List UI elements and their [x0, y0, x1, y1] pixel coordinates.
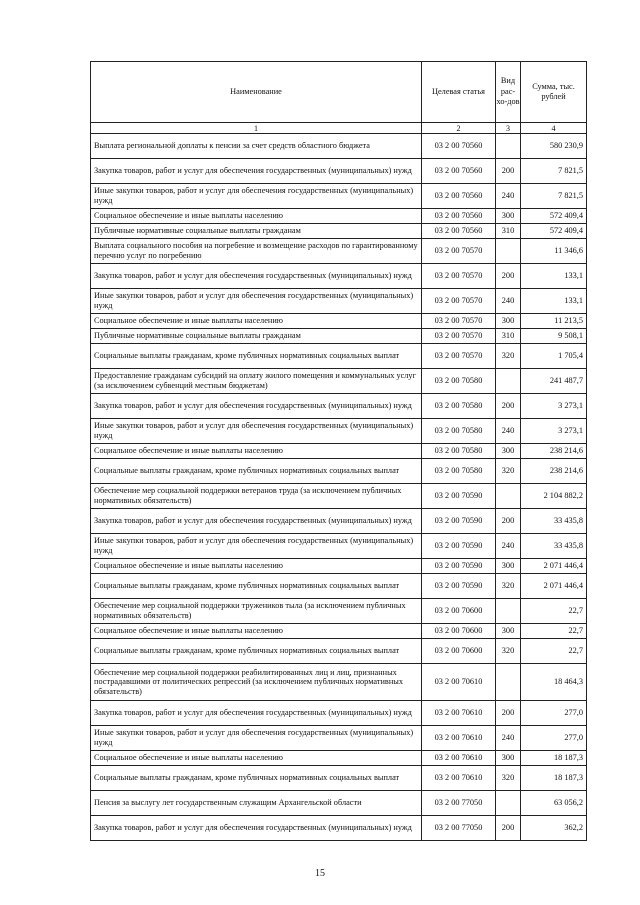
row-sum-cell: 3 273,1: [521, 394, 587, 419]
row-kind-cell: 300: [496, 209, 521, 224]
row-code-cell: 03 2 00 70580: [422, 394, 496, 419]
row-kind-cell: 320: [496, 766, 521, 791]
row-kind-cell: 300: [496, 624, 521, 639]
row-sum-cell: 7 821,5: [521, 159, 587, 184]
row-code-cell: 03 2 00 70580: [422, 459, 496, 484]
row-kind-cell: 320: [496, 344, 521, 369]
table-row: [91, 314, 587, 329]
row-sum-cell: 133,1: [521, 264, 587, 289]
header-code: Целевая статья: [422, 62, 496, 123]
row-name-cell: Социальные выплаты гражданам, кроме публичных нормативных социальных выплат: [91, 766, 422, 791]
row-kind-cell: [496, 239, 521, 264]
row-kind-cell: 300: [496, 444, 521, 459]
row-code-cell: 03 2 00 70590: [422, 484, 496, 509]
row-kind-cell: 300: [496, 559, 521, 574]
table-row: [91, 344, 587, 369]
row-name-cell: Иные закупки товаров, работ и услуг для обеспечения государственных (муниципальных) нужд: [91, 726, 422, 751]
row-kind-cell: [496, 134, 521, 159]
row-code-cell: 03 2 00 70590: [422, 559, 496, 574]
row-sum-cell: 238 214,6: [521, 459, 587, 484]
row-kind-cell: [496, 369, 521, 394]
budget-table: [90, 61, 587, 841]
row-kind-cell: 320: [496, 459, 521, 484]
table-row: [91, 791, 587, 816]
table-row: [91, 766, 587, 791]
row-name-cell: Выплата региональной доплаты к пенсии за счет средств областного бюджета: [91, 134, 422, 159]
table-row: [91, 509, 587, 534]
table-row: [91, 664, 587, 701]
row-sum-cell: 1 705,4: [521, 344, 587, 369]
row-name-cell: Социальное обеспечение и иные выплаты населению: [91, 751, 422, 766]
row-name-cell: Обеспечение мер социальной поддержки тружеников тыла (за исключением публичных нормативных обязательств): [91, 599, 422, 624]
row-sum-cell: 572 409,4: [521, 209, 587, 224]
column-number: 3: [496, 123, 521, 134]
row-name-cell: Закупка товаров, работ и услуг для обеспечения государственных (муниципальных) нужд: [91, 509, 422, 534]
table-row: [91, 816, 587, 841]
row-code-cell: 03 2 00 70590: [422, 534, 496, 559]
table-row: [91, 419, 587, 444]
row-code-cell: 03 2 00 77050: [422, 791, 496, 816]
column-number-row: [91, 123, 587, 134]
row-name-cell: Социальные выплаты гражданам, кроме публичных нормативных социальных выплат: [91, 344, 422, 369]
table-body: [91, 134, 587, 841]
row-sum-cell: 2 071 446,4: [521, 559, 587, 574]
row-sum-cell: 22,7: [521, 599, 587, 624]
table-row: [91, 394, 587, 419]
row-code-cell: 03 2 00 70560: [422, 224, 496, 239]
row-sum-cell: 277,0: [521, 701, 587, 726]
row-name-cell: Иные закупки товаров, работ и услуг для обеспечения государственных (муниципальных) нужд: [91, 419, 422, 444]
row-kind-cell: 240: [496, 419, 521, 444]
row-name-cell: Обеспечение мер социальной поддержки ветеранов труда (за исключением публичных нормативных обязательств): [91, 484, 422, 509]
row-code-cell: 03 2 00 70570: [422, 314, 496, 329]
row-code-cell: 03 2 00 70600: [422, 624, 496, 639]
row-name-cell: Социальные выплаты гражданам, кроме публичных нормативных социальных выплат: [91, 639, 422, 664]
table-row: [91, 239, 587, 264]
row-name-cell: Публичные нормативные социальные выплаты гражданам: [91, 224, 422, 239]
row-kind-cell: 200: [496, 159, 521, 184]
row-sum-cell: 2 104 882,2: [521, 484, 587, 509]
table-row: [91, 599, 587, 624]
row-sum-cell: 22,7: [521, 639, 587, 664]
row-code-cell: 03 2 00 70580: [422, 369, 496, 394]
row-name-cell: Публичные нормативные социальные выплаты гражданам: [91, 329, 422, 344]
column-number: 4: [521, 123, 587, 134]
table-row: [91, 534, 587, 559]
row-code-cell: 03 2 00 70560: [422, 184, 496, 209]
table-row: [91, 751, 587, 766]
header-kind: Вид рас-хо-дов: [496, 62, 521, 123]
row-code-cell: 03 2 00 70610: [422, 766, 496, 791]
row-sum-cell: 3 273,1: [521, 419, 587, 444]
header-row: [91, 62, 587, 123]
row-sum-cell: 277,0: [521, 726, 587, 751]
row-kind-cell: 320: [496, 639, 521, 664]
row-name-cell: Закупка товаров, работ и услуг для обеспечения государственных (муниципальных) нужд: [91, 394, 422, 419]
table-row: [91, 701, 587, 726]
row-sum-cell: 362,2: [521, 816, 587, 841]
row-name-cell: Закупка товаров, работ и услуг для обеспечения государственных (муниципальных) нужд: [91, 264, 422, 289]
row-kind-cell: 310: [496, 224, 521, 239]
table-row: [91, 329, 587, 344]
row-sum-cell: 572 409,4: [521, 224, 587, 239]
row-kind-cell: 300: [496, 751, 521, 766]
row-name-cell: Социальные выплаты гражданам, кроме публичных нормативных социальных выплат: [91, 459, 422, 484]
row-sum-cell: 63 056,2: [521, 791, 587, 816]
row-kind-cell: 320: [496, 574, 521, 599]
row-code-cell: 03 2 00 70610: [422, 726, 496, 751]
row-code-cell: 03 2 00 70560: [422, 209, 496, 224]
column-number: 1: [91, 123, 422, 134]
row-sum-cell: 2 071 446,4: [521, 574, 587, 599]
row-name-cell: Социальное обеспечение и иные выплаты населению: [91, 444, 422, 459]
row-code-cell: 03 2 00 70570: [422, 329, 496, 344]
table-row: [91, 639, 587, 664]
page-number: 15: [315, 868, 325, 879]
row-kind-cell: 310: [496, 329, 521, 344]
row-name-cell: Закупка товаров, работ и услуг для обеспечения государственных (муниципальных) нужд: [91, 159, 422, 184]
row-sum-cell: 580 230,9: [521, 134, 587, 159]
row-code-cell: 03 2 00 70580: [422, 444, 496, 459]
row-code-cell: 03 2 00 70600: [422, 599, 496, 624]
row-sum-cell: 241 487,7: [521, 369, 587, 394]
row-code-cell: 03 2 00 70570: [422, 239, 496, 264]
row-name-cell: Иные закупки товаров, работ и услуг для обеспечения государственных (муниципальных) нужд: [91, 534, 422, 559]
row-code-cell: 03 2 00 70590: [422, 574, 496, 599]
table-row: [91, 289, 587, 314]
row-code-cell: 03 2 00 70610: [422, 701, 496, 726]
row-name-cell: Обеспечение мер социальной поддержки реабилитированных лиц и лиц, признанных пострадавшими от политических репрессий (за исключением публичных нормативных обязательств): [91, 664, 422, 701]
row-code-cell: 03 2 00 70590: [422, 509, 496, 534]
row-kind-cell: 240: [496, 726, 521, 751]
row-sum-cell: 11 346,6: [521, 239, 587, 264]
row-code-cell: 03 2 00 70610: [422, 664, 496, 701]
row-kind-cell: [496, 599, 521, 624]
row-sum-cell: 133,1: [521, 289, 587, 314]
row-name-cell: Иные закупки товаров, работ и услуг для обеспечения государственных (муниципальных) нужд: [91, 289, 422, 314]
header-name: Наименование: [91, 62, 422, 123]
row-name-cell: Социальное обеспечение и иные выплаты населению: [91, 314, 422, 329]
table-row: [91, 624, 587, 639]
row-kind-cell: 200: [496, 509, 521, 534]
row-name-cell: Закупка товаров, работ и услуг для обеспечения государственных (муниципальных) нужд: [91, 816, 422, 841]
row-kind-cell: 200: [496, 394, 521, 419]
row-sum-cell: 18 187,3: [521, 751, 587, 766]
row-name-cell: Закупка товаров, работ и услуг для обеспечения государственных (муниципальных) нужд: [91, 701, 422, 726]
header-sum: Сумма, тыс. рублей: [521, 62, 587, 123]
table-row: [91, 209, 587, 224]
row-code-cell: 03 2 00 70570: [422, 289, 496, 314]
row-name-cell: Социальные выплаты гражданам, кроме публичных нормативных социальных выплат: [91, 574, 422, 599]
row-code-cell: 03 2 00 70570: [422, 264, 496, 289]
row-sum-cell: 18 187,3: [521, 766, 587, 791]
row-kind-cell: 240: [496, 289, 521, 314]
row-kind-cell: 300: [496, 314, 521, 329]
row-sum-cell: 33 435,8: [521, 534, 587, 559]
table-row: [91, 574, 587, 599]
row-kind-cell: [496, 791, 521, 816]
row-name-cell: Выплата социального пособия на погребение и возмещение расходов по гарантированному перечню услуг по погребению: [91, 239, 422, 264]
row-kind-cell: 240: [496, 184, 521, 209]
row-name-cell: Социальное обеспечение и иные выплаты населению: [91, 209, 422, 224]
row-code-cell: 03 2 00 70560: [422, 159, 496, 184]
table-row: [91, 134, 587, 159]
row-kind-cell: 240: [496, 534, 521, 559]
row-sum-cell: 33 435,8: [521, 509, 587, 534]
table-row: [91, 559, 587, 574]
row-name-cell: Предоставление гражданам субсидий на оплату жилого помещения и коммунальных услуг (за исключением субвенций местным бюджетам): [91, 369, 422, 394]
row-code-cell: 03 2 00 77050: [422, 816, 496, 841]
row-kind-cell: [496, 664, 521, 701]
row-sum-cell: 22,7: [521, 624, 587, 639]
row-kind-cell: 200: [496, 264, 521, 289]
table-row: [91, 184, 587, 209]
row-sum-cell: 7 821,5: [521, 184, 587, 209]
table-row: [91, 369, 587, 394]
row-code-cell: 03 2 00 70580: [422, 419, 496, 444]
row-name-cell: Социальное обеспечение и иные выплаты населению: [91, 624, 422, 639]
row-name-cell: Иные закупки товаров, работ и услуг для обеспечения государственных (муниципальных) нужд: [91, 184, 422, 209]
row-sum-cell: 18 464,3: [521, 664, 587, 701]
row-sum-cell: 9 508,1: [521, 329, 587, 344]
table-row: [91, 224, 587, 239]
row-name-cell: Социальное обеспечение и иные выплаты населению: [91, 559, 422, 574]
row-sum-cell: 238 214,6: [521, 444, 587, 459]
row-kind-cell: 200: [496, 701, 521, 726]
table-row: [91, 159, 587, 184]
table-row: [91, 484, 587, 509]
table-row: [91, 264, 587, 289]
row-kind-cell: [496, 484, 521, 509]
table-row: [91, 444, 587, 459]
row-kind-cell: 200: [496, 816, 521, 841]
row-code-cell: 03 2 00 70560: [422, 134, 496, 159]
row-code-cell: 03 2 00 70570: [422, 344, 496, 369]
row-name-cell: Пенсия за выслугу лет государственным служащим Архангельской области: [91, 791, 422, 816]
column-number: 2: [422, 123, 496, 134]
table-row: [91, 459, 587, 484]
row-code-cell: 03 2 00 70610: [422, 751, 496, 766]
row-sum-cell: 11 213,5: [521, 314, 587, 329]
row-code-cell: 03 2 00 70600: [422, 639, 496, 664]
table-row: [91, 726, 587, 751]
